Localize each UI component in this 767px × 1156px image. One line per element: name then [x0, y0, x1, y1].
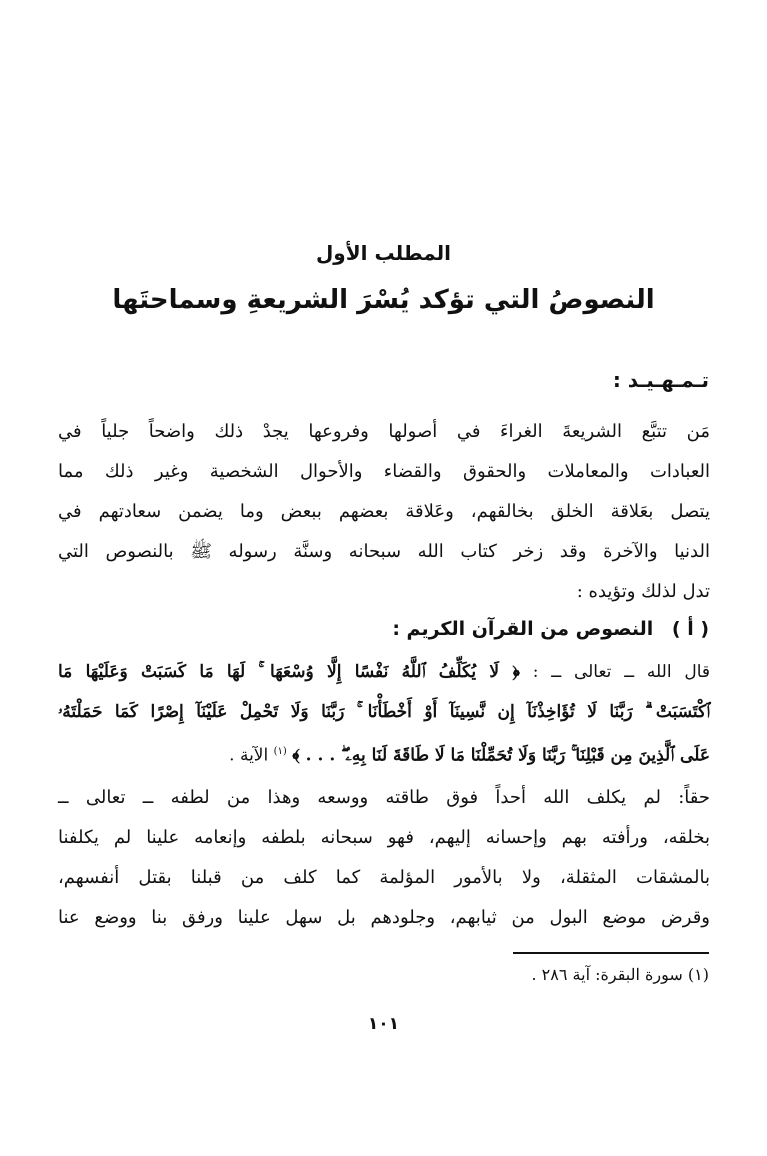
comment-line: حقاً: لم يكلف الله أحداً فوق طاقته ووسعه وهذا من لطفه ــ تعالى ــ [58, 787, 710, 808]
verse-line: ٱكْتَسَبَتْ ۗ رَبَّنَا لَا تُؤَاخِذْنَآ إِن نَّسِينَآ أَوْ أَخْطَأْنَا ۚ رَبَّنَا وَلَا تَحْمِلْ عَلَيْنَآ إِصْرًا كَمَا حَمَلْتَهُۥ [58, 702, 710, 722]
comment-line: وقرض موضع البول من ثيابهم، وجلودهم بل سهل علينا ورفق بنا ووضع عنا [58, 907, 710, 928]
section-title: النصوصُ التي تؤكد يُسْرَ الشريعةِ وسماحتَها [112, 285, 655, 315]
verse-text: عَلَى ٱلَّذِينَ مِن قَبْلِنَا ۚ رَبَّنَا وَلَا تُحَمِّلْنَا مَا لَا طَاقَةَ لَنَا بِهِۦ ۖ . . . ﴾ [292, 745, 710, 766]
verse-line [58, 732, 710, 772]
quran-subheading [392, 618, 709, 640]
intro-line: يتصل بعَلاقة الخلق بخالقهم، وعَلاقة بعضهم ببعض وما يضمن سعادتهم في [58, 501, 710, 522]
footnote [532, 962, 710, 988]
quran-quote [58, 652, 710, 772]
subheading-marker: ( أ ) [671, 618, 709, 640]
intro-line: الدنيا والآخرة وقد زخر كتاب الله سبحانه وسنَّة رسوله ﷺ بالنصوص التي [58, 541, 710, 562]
intro-heading: تـمـهـيـد : [612, 368, 709, 392]
verse-line [58, 652, 710, 692]
footnote-divider [513, 952, 709, 954]
intro-line: تدل لذلك وتؤيده : [576, 581, 710, 602]
comment-line: بخلقه، ورأفته بهم وإحسانه إليهم، فهو سبحانه بلطفه وإنعامه علينا لم يكلفنا [58, 827, 710, 848]
comment-line: بالمشقات المثقلة، ولا بالأمور المؤلمة كما كلف من قبلنا بقتل أنفسهم، [58, 867, 710, 888]
subheading-text: النصوص من القرآن الكريم : [392, 618, 654, 640]
intro-line: العبادات والمعاملات والحقوق والقضاء والأحوال الشخصية وغير ذلك مما [58, 461, 710, 482]
intro-paragraph [58, 412, 710, 612]
page-number: ١٠١ [367, 1014, 400, 1034]
verse-text: ﴿ لَا يُكَلِّفُ ٱللَّهُ نَفْسًا إِلَّا وُسْعَهَا ۚ لَهَا مَا كَسَبَتْ وَعَلَيْهَا مَا [58, 662, 520, 682]
footnote-number: (١) [687, 965, 709, 984]
footnote-reference[interactable]: (١) [273, 746, 287, 757]
footnote-text: سورة البقرة: آية ٢٨٦ . [531, 965, 683, 984]
verse-intro: قال الله ــ تعالى ــ : [532, 662, 711, 682]
intro-line: مَن تتبَّع الشريعةَ الغراءَ في أصولها وفروعها يجدْ ذلك واضحاً جلياً في [58, 421, 710, 442]
comment-paragraph [58, 778, 710, 938]
verse-suffix: الآية . [229, 745, 269, 766]
section-label: المطلب الأول [315, 241, 452, 265]
